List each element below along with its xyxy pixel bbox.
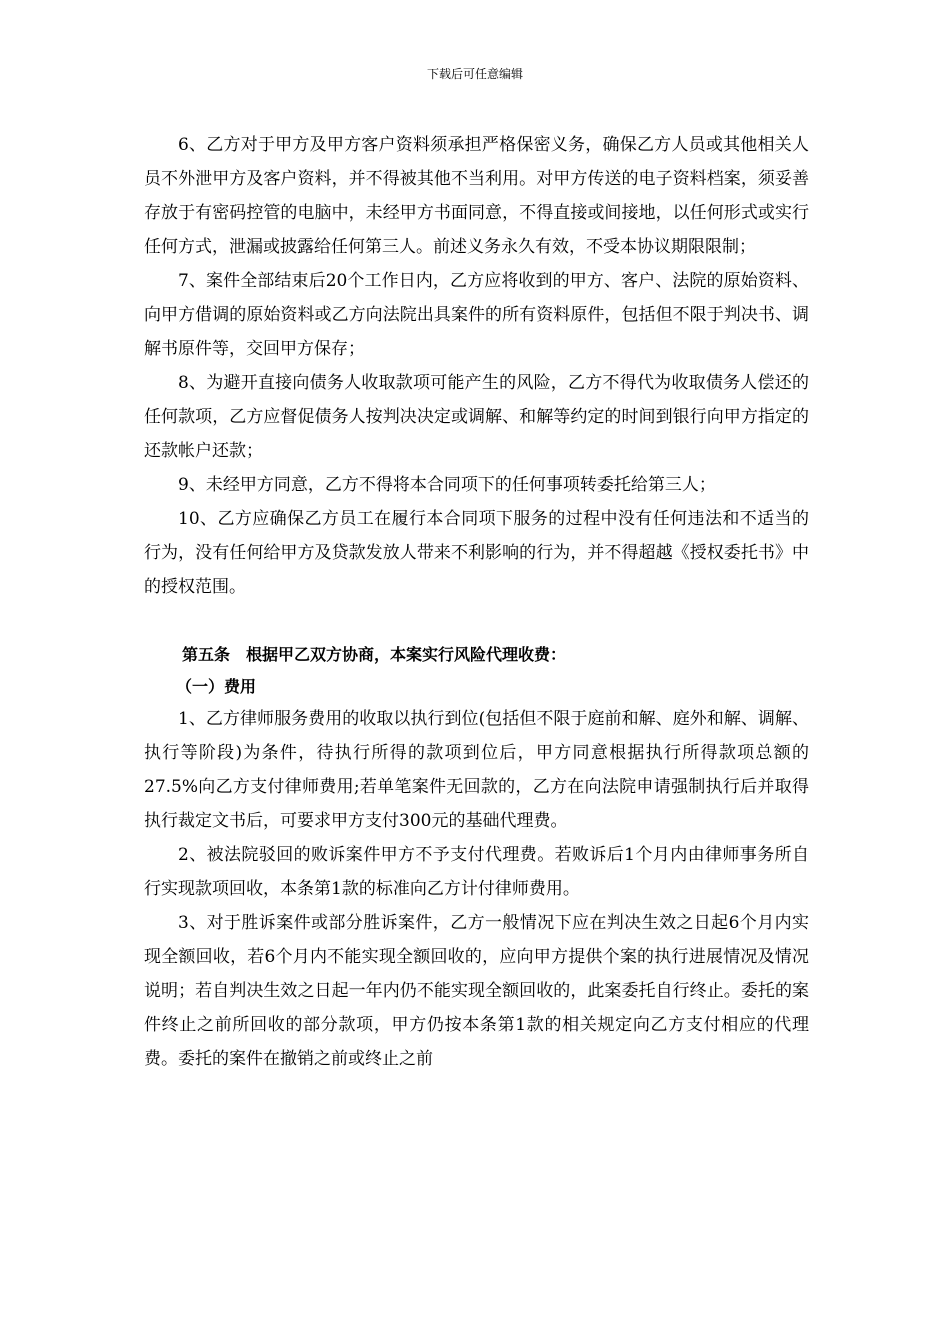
clause-10: 10、乙方应确保乙方员工在履行本合同项下服务的过程中没有任何违法和不适当的行为，没有任何给甲方及贷款发放人带来不利影响的行为，并不得超越《授权委托书》中的授权范围。 xyxy=(144,509,809,597)
document-body xyxy=(144,128,809,1076)
page-header: 下载后可任意编辑 xyxy=(426,67,523,81)
clause-6: 6、乙方对于甲方及甲方客户资料须承担严格保密义务，确保乙方人员或其他相关人员不外泄甲方及客户资料，并不得被其他不当利用。对甲方传送的电子资料档案，须妥善存放于有密码控管的电脑中，未经甲方书面同意，不得直接或间接地，以任何形式或实行任何方式，泄漏或披露给任何第三人。前述义务永久有效，不受本协议期限限制； xyxy=(144,135,809,257)
section-spacer xyxy=(144,604,809,638)
clause-8: 8、为避开直接向债务人收取款项可能产生的风险，乙方不得代为收取债务人偿还的任何款项，乙方应督促债务人按判决决定或调解、和解等约定的时间到银行向甲方指定的还款帐户还款； xyxy=(144,373,809,461)
article-5-heading: 第五条 根据甲乙双方协商，本案实行风险代理收费： xyxy=(182,645,567,664)
fee-clause-1: 1、乙方律师服务费用的收取以执行到位(包括但不限于庭前和解、庭外和解、调解、执行等阶段)为条件，待执行所得的款项到位后，甲方同意根据执行所得款项总额的27.5%向乙方支付律师费用;若单笔案件无回款的，乙方在向法院申请强制执行后并取得执行裁定文书后，可要求甲方支付300元的基础代理费。 xyxy=(144,709,809,831)
fee-clause-2: 2、被法院驳回的败诉案件甲方不予支付代理费。若败诉后1个月内由律师事务所自行实现款项回收，本条第1款的标准向乙方计付律师费用。 xyxy=(144,845,809,899)
fee-clause-3: 3、对于胜诉案件或部分胜诉案件，乙方一般情况下应在判决生效之日起6个月内实现全额回收，若6个月内不能实现全额回收的，应向甲方提供个案的执行进展情况及情况说明；若自判决生效之日起一年内仍不能实现全额回收的，此案委托自行终止。委托的案件终止之前所回收的部分款项，甲方仍按本条第1款的相关规定向乙方支付相应的代理费。委托的案件在撤销之前或终止之前 xyxy=(144,913,809,1069)
clause-7: 7、案件全部结束后20个工作日内，乙方应将收到的甲方、客户、法院的原始资料、向甲方借调的原始资料或乙方向法院出具案件的所有资料原件，包括但不限于判决书、调解书原件等，交回甲方保存； xyxy=(144,271,809,359)
clause-9: 9、未经甲方同意，乙方不得将本合同项下的任何事项转委托给第三人； xyxy=(178,475,716,495)
fees-subheading: （一）费用 xyxy=(176,677,257,696)
